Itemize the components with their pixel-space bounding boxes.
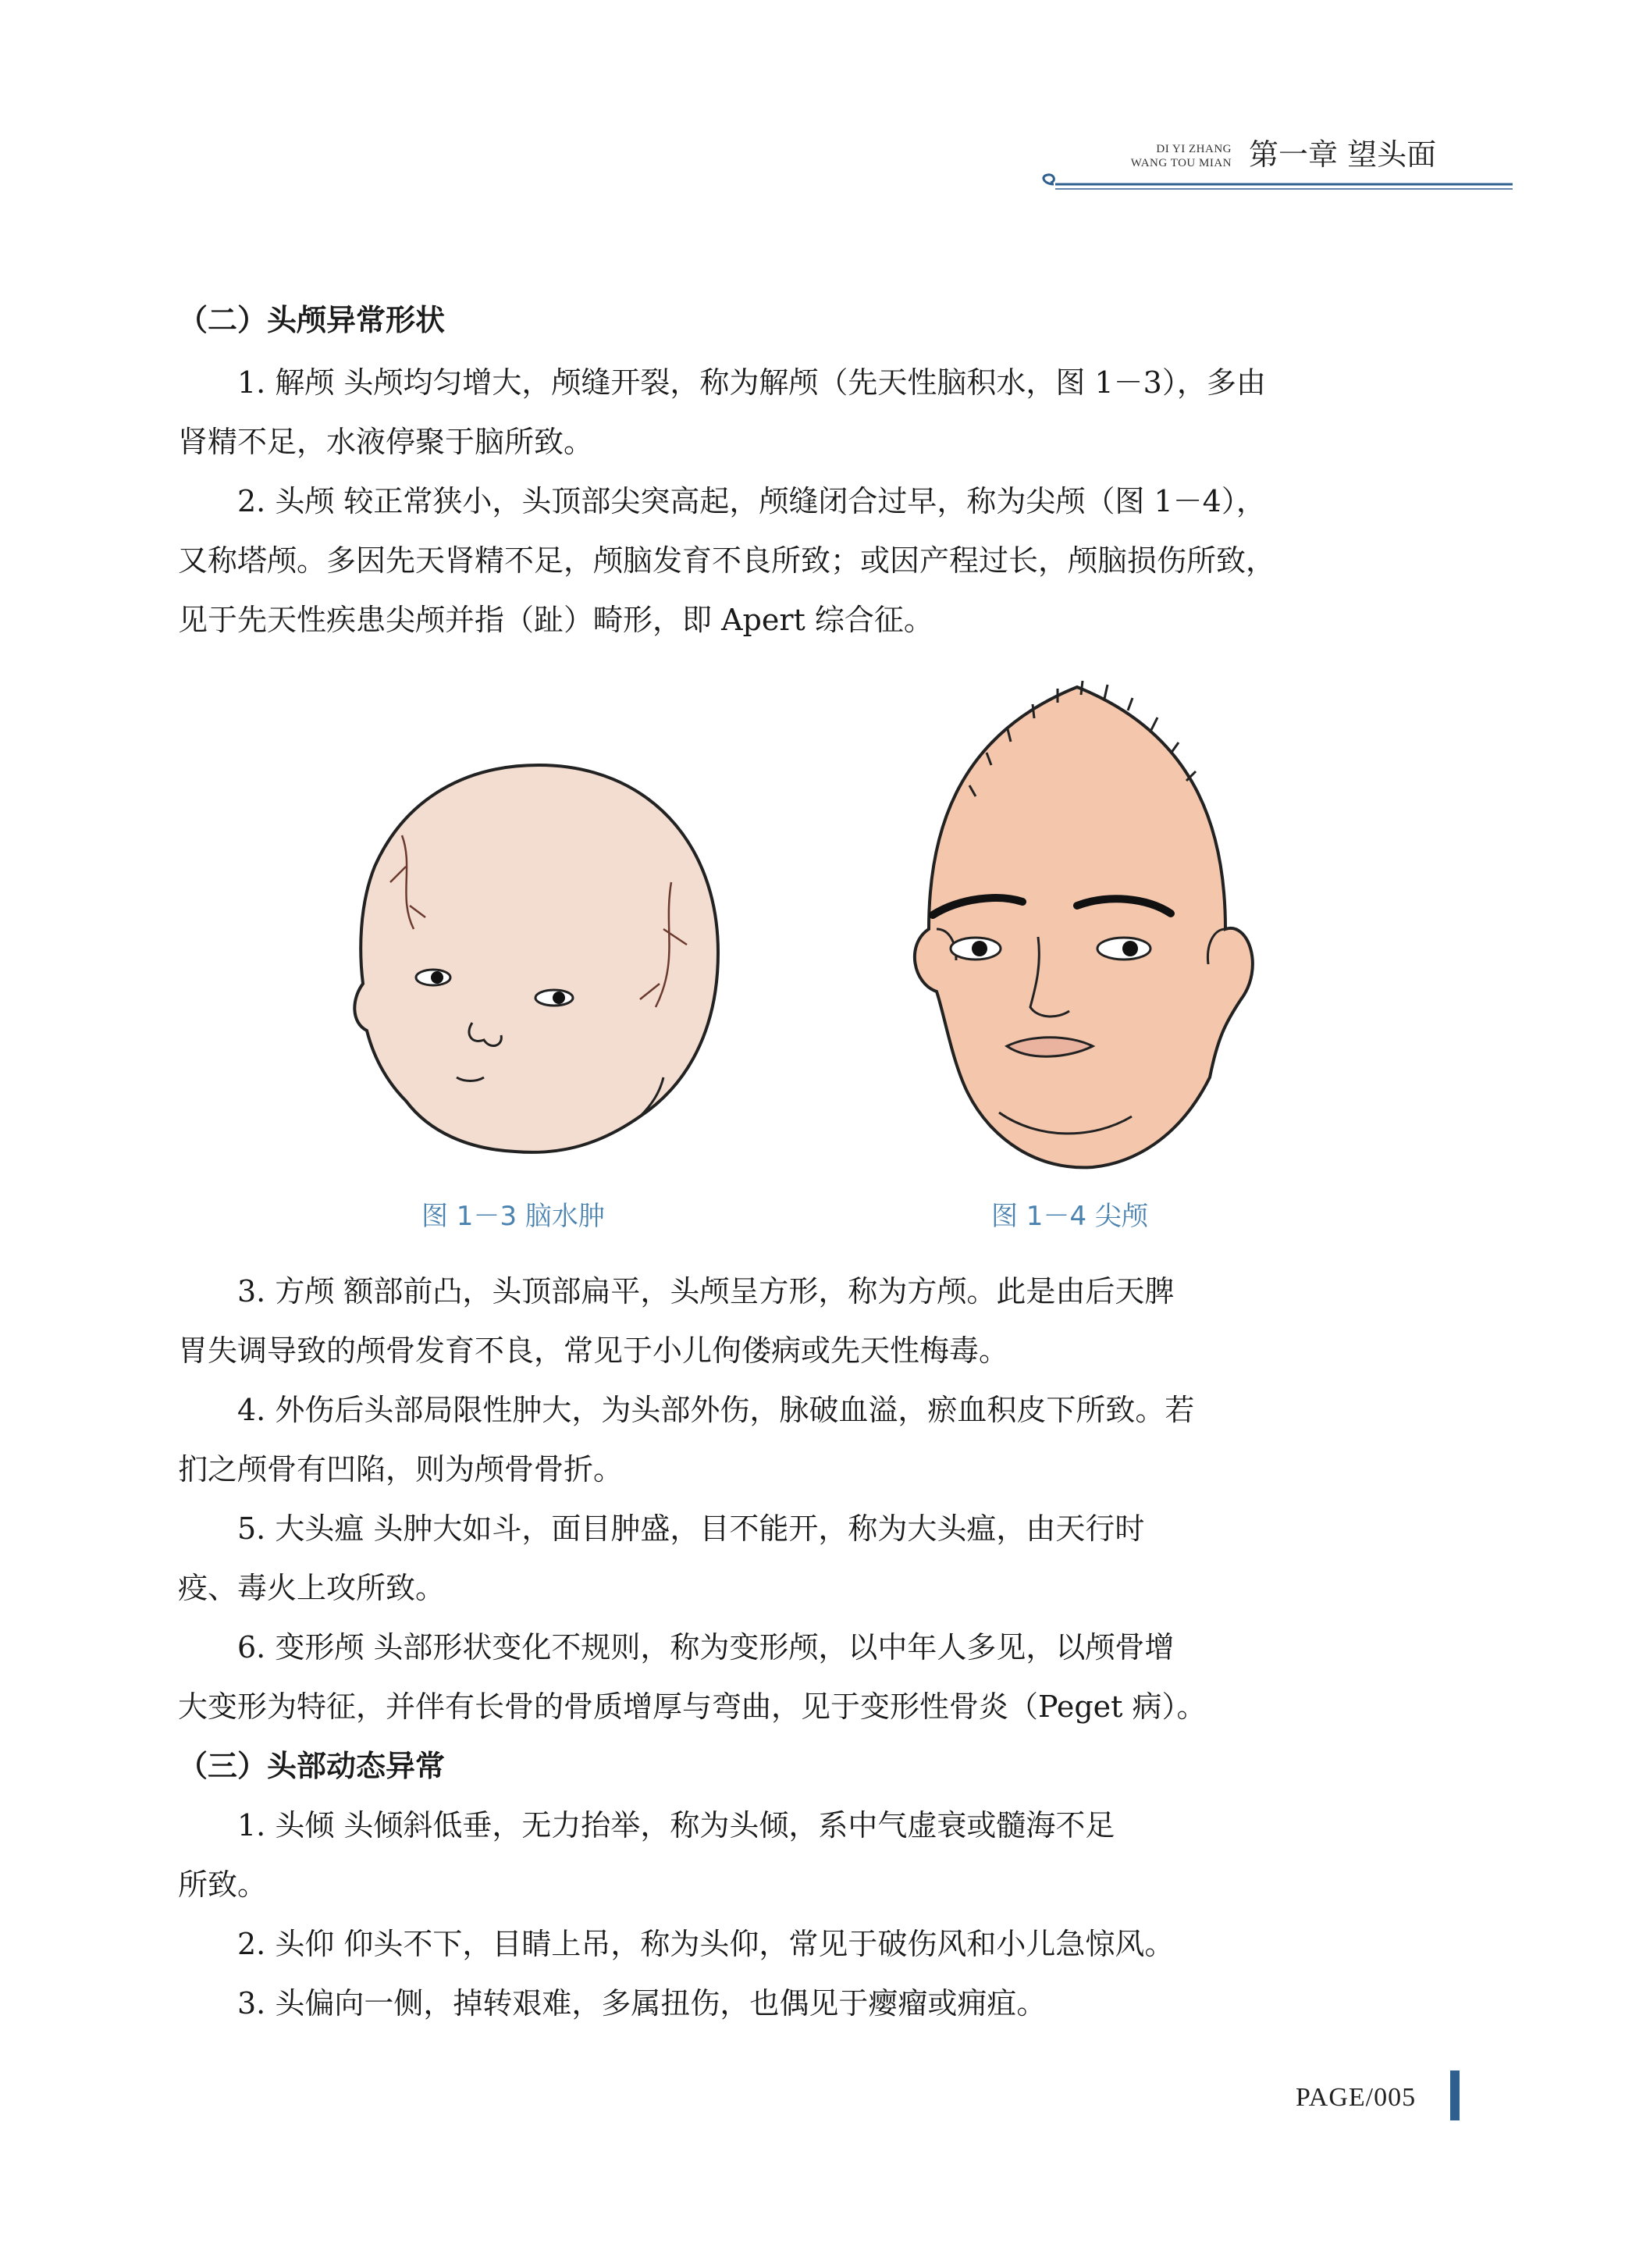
text-line: 所致。: [178, 1867, 268, 1902]
page-number: PAGE/005: [1296, 2083, 1417, 2112]
paragraph-trauma: [178, 1380, 1427, 1499]
paragraph-toupian: [178, 1974, 1427, 2033]
text-line: 1. 头倾 头倾斜低垂，无力抬举，称为头倾，系中气虚衰或髓海不足: [237, 1808, 1115, 1843]
header-rule-ornament: [1030, 172, 1514, 195]
text-line: 6. 变形颅 头部形状变化不规则，称为变形颅，以中年人多见，以颅骨增: [237, 1630, 1175, 1665]
text-line: 2. 头仰 仰头不下，目睛上吊，称为头仰，常见于破伤风和小儿急惊风。: [237, 1927, 1175, 1961]
pinyin-line-2: WANG TOU MIAN: [1130, 157, 1232, 169]
text-line: 3. 头偏向一侧，掉转艰难，多属扭伤，也偶见于瘿瘤或痈疽。: [237, 1986, 1047, 2021]
text-line: 又称塔颅。多因先天肾精不足，颅脑发育不良所致；或因产程过长，颅脑损伤所致，: [178, 543, 1276, 578]
paragraph-datouwen: [178, 1499, 1427, 1618]
text-line: 胃失调导致的颅骨发育不良，常见于小儿佝偻病或先天性梅毒。: [178, 1333, 1009, 1368]
figure-pointed-skull-illustration: [882, 671, 1288, 1179]
chapter-pinyin: [1130, 142, 1232, 170]
pinyin-line-1: DI YI ZHANG: [1156, 143, 1232, 155]
text-line: 5. 大头瘟 头肿大如斗，面目肿盛，目不能开，称为大头瘟，由天行时: [237, 1511, 1145, 1546]
text-line: 3. 方颅 额部前凸，头顶部扁平，头颅呈方形，称为方颅。此是由后天脾: [237, 1274, 1175, 1308]
text-line: 扪之颅骨有凹陷，则为颅骨骨折。: [178, 1452, 624, 1486]
text-line: 2. 头颅 较正常狭小，头顶部尖突高起，颅缝闭合过早，称为尖颅（图 1－4），: [237, 484, 1266, 518]
figure-hydrocephalus-illustration: [328, 749, 749, 1171]
section-3-heading: （三）头部动态异常: [178, 1749, 446, 1783]
text-line: 肾精不足，水液停聚于脑所致。: [178, 425, 594, 459]
text-line: 4. 外伤后头部局限性肿大，为头部外伤，脉破血溢，瘀血积皮下所致。若: [237, 1393, 1195, 1427]
text-line: 见于先天性疾患尖颅并指（趾）畸形，即 Apert 综合征。: [178, 603, 933, 637]
paragraph-jianlu: [178, 472, 1427, 650]
text-line: 大变形为特征，并伴有长骨的骨质增厚与弯曲，见于变形性骨炎（Peget 病）。: [178, 1689, 1207, 1724]
text-line: 疫、毒火上攻所致。: [178, 1571, 446, 1605]
paragraph-touqing: [178, 1796, 1427, 1914]
section-2-heading: （二）头颅异常形状: [178, 303, 446, 337]
chapter-title: 第一章 望头面: [1249, 137, 1437, 172]
paragraph-bianxinglu: [178, 1618, 1427, 1736]
paragraph-touyang: [178, 1914, 1427, 1974]
figure-1-4-caption: 图 1－4 尖颅: [991, 1201, 1148, 1232]
figure-1-3-caption: 图 1－3 脑水肿: [421, 1201, 605, 1232]
paragraph-fanglu: [178, 1262, 1427, 1380]
text-line: 1. 解颅 头颅均匀增大，颅缝开裂，称为解颅（先天性脑积水，图 1－3），多由: [237, 365, 1266, 400]
chapter-header: [1030, 131, 1514, 194]
page-number-bar: [1450, 2070, 1460, 2120]
paragraph-jielu: [178, 353, 1427, 472]
